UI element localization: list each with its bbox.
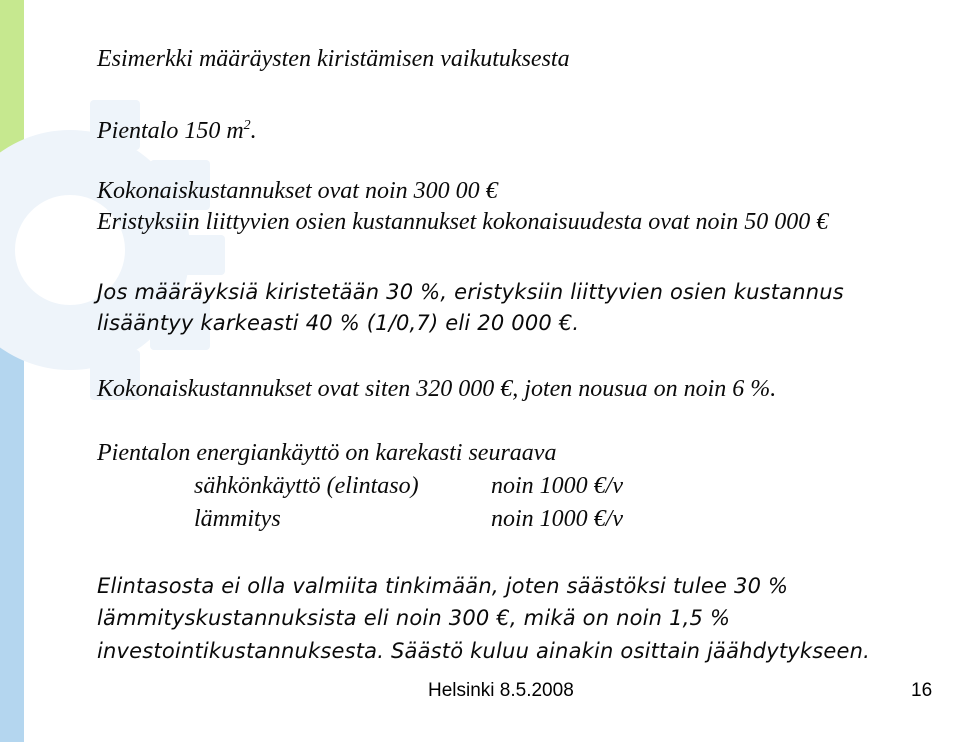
footer-date: Helsinki 8.5.2008 (428, 680, 574, 701)
energy-row-value: noin 1000 €/v (491, 506, 623, 532)
tightening-line-2: lisääntyy karkeasti 40 % (1/0,7) eli 20 000 €. (97, 311, 580, 335)
house-after: . (250, 118, 257, 144)
costs-line-2: Eristyksiin liittyvien osien kustannukset kokonaisuudesta ovat noin 50 000 € (97, 209, 829, 235)
tightening-line-1: Jos määräyksiä kiristetään 30 %, eristyksiin liittyvien osien kustannus (97, 280, 844, 304)
energy-row-value: noin 1000 €/v (491, 473, 623, 499)
house-line (97, 110, 257, 147)
conclusion-line-3: investointikustannuksesta. Säästö kuluu ainakin osittain jäähdytykseen. (97, 639, 871, 663)
slide-heading: Esimerkki määräysten kiristämisen vaikutuksesta (97, 46, 570, 72)
costs-line-1: Kokonaiskustannukset ovat noin 300 00 € (97, 178, 498, 204)
page-number: 16 (911, 680, 933, 701)
total-line: Kokonaiskustannukset ovat siten 320 000 €, joten nousua on noin 6 %. (97, 376, 777, 402)
house-label: Pientalo 150 m (97, 118, 244, 144)
house-sup: 2 (243, 118, 251, 133)
energy-row-label: sähkönkäyttö (elintaso) (194, 473, 419, 499)
conclusion-line-2: lämmityskustannuksista eli noin 300 €, mikä on noin 1,5 % (97, 606, 731, 630)
conclusion-line-1: Elintasosta ei olla valmiita tinkimään, joten säästöksi tulee 30 % (97, 574, 789, 598)
energy-row-label: lämmitys (194, 506, 281, 532)
energy-intro: Pientalon energiankäyttö on karekasti seuraava (97, 440, 557, 466)
